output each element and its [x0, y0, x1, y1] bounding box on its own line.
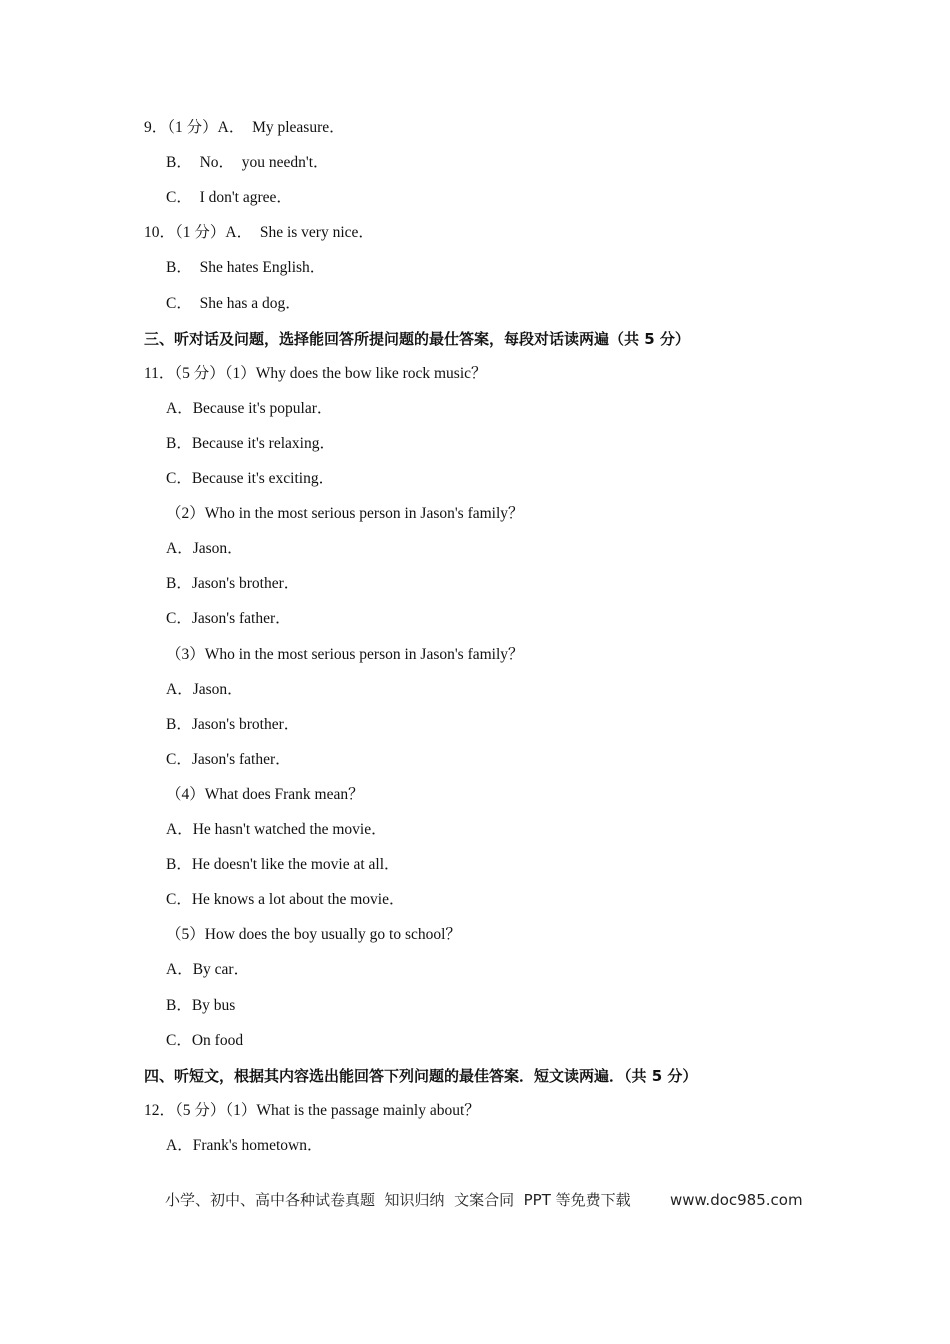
- option-line: （5）How does the boy usually go to school？: [166, 926, 461, 944]
- option-line: C．Jason's father．: [166, 610, 291, 628]
- option-line: （4）What does Frank mean？: [166, 785, 364, 803]
- option-line: B．Jason's brother．: [166, 715, 300, 733]
- section-heading: 三、听对话及问题，选择能回答所提问题的最仕答案，每段对话读两遍（共 5 分）: [144, 329, 690, 348]
- question-line: 10．（1 分）A． She is very nice．: [144, 224, 374, 242]
- option-line: C．He knows a lot about the movie．: [166, 891, 405, 909]
- option-line: B．By bus: [166, 996, 236, 1014]
- question-line: 12．（5 分）（1）What is the passage mainly about？: [144, 1101, 480, 1119]
- option-line: C．On food: [166, 1031, 244, 1049]
- option-line: C．Jason's father．: [166, 750, 291, 768]
- option-line: C． She has a dog．: [166, 294, 301, 312]
- option-line: B． She hates English．: [166, 259, 326, 277]
- option-line: A．Jason．: [166, 680, 243, 698]
- option-line: A．By car．: [166, 961, 250, 979]
- footer-url: www.doc985.com: [670, 1191, 803, 1209]
- option-line: （3）Who in the most serious person in Jason's family？: [166, 645, 524, 663]
- option-line: B．Jason's brother．: [166, 575, 300, 593]
- section-heading: 四、听短文，根据其内容选出能回答下列问题的最佳答案．短文读两遍．（共 5 分）: [144, 1066, 698, 1085]
- option-line: A．Frank's hometown．: [166, 1136, 323, 1154]
- option-line: A．Jason．: [166, 540, 243, 558]
- option-line: （2）Who in the most serious person in Jason's family？: [166, 505, 524, 523]
- question-line: 11．（5 分）（1）Why does the bow like rock music？: [144, 364, 487, 382]
- question-line: 9．（1 分）A． My pleasure．: [144, 119, 345, 136]
- option-line: C． I don't agree．: [166, 189, 292, 207]
- option-line: A．He hasn't watched the movie．: [166, 821, 387, 838]
- option-line: B．Because it's relaxing．: [166, 434, 335, 452]
- option-line: A．Because it's popular．: [166, 399, 333, 417]
- footer-text: 小学、初中、高中各种试卷真题 知识归纳 文案合同 PPT 等免费下载: [165, 1191, 631, 1209]
- option-line: C．Because it's exciting．: [166, 470, 335, 487]
- option-line: B． No． you needn't．: [166, 154, 329, 172]
- option-line: B．He doesn't like the movie at all．: [166, 856, 400, 874]
